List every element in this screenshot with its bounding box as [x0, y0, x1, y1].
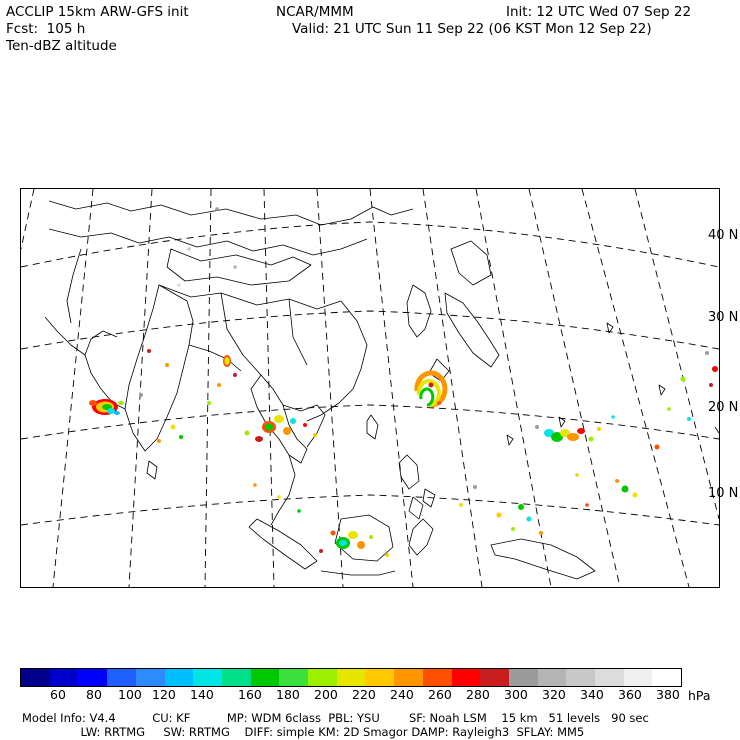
- model-init-title: ACCLIP 15km ARW-GFS init: [6, 4, 189, 20]
- field-name-text: Ten-dBZ altitude: [6, 38, 117, 54]
- map-panel: [20, 188, 720, 588]
- lat-tick-1: 30 N: [708, 310, 739, 325]
- colorbar: [20, 668, 682, 687]
- colorbar-tick-3: 120: [152, 687, 176, 702]
- colorbar-swatch-15: [452, 669, 481, 686]
- colorbar-tick-10: 260: [428, 687, 452, 702]
- colorbar-swatch-16: [480, 669, 509, 686]
- valid-time-text: Valid: 21 UTC Sun 11 Sep 22 (06 KST Mon 12 Sep 22): [292, 21, 652, 37]
- colorbar-tick-15: 360: [618, 687, 642, 702]
- graticule: [21, 189, 719, 587]
- colorbar-swatch-12: [365, 669, 394, 686]
- colorbar-swatch-20: [595, 669, 624, 686]
- colorbar-tick-16: 380: [656, 687, 680, 702]
- init-time-text: Init: 12 UTC Wed 07 Sep 22: [506, 4, 692, 20]
- colorbar-tick-14: 340: [580, 687, 604, 702]
- colorbar-tick-7: 200: [314, 687, 338, 702]
- colorbar-swatch-1: [50, 669, 79, 686]
- colorbar-swatch-7: [222, 669, 251, 686]
- model-info-line-2: LW: RRTMG SW: RRTMG DIFF: simple KM: 2D Smagor DAMP: Rayleigh3 SFLAY: MM5: [22, 725, 585, 739]
- colorbar-tick-1: 80: [86, 687, 102, 702]
- colorbar-swatch-9: [279, 669, 308, 686]
- forecast-hour-text: Fcst: 105 h: [6, 21, 86, 37]
- colorbar-unit-label: hPa: [688, 688, 711, 703]
- colorbar-tick-13: 320: [542, 687, 566, 702]
- colorbar-swatch-4: [136, 669, 165, 686]
- lat-tick-2: 20 N: [708, 400, 739, 415]
- echo-top-cells: [89, 207, 718, 557]
- colorbar-swatch-0: [21, 669, 50, 686]
- lat-tick-3: 10 N: [708, 486, 739, 501]
- colorbar-tick-5: 160: [238, 687, 262, 702]
- colorbar-tick-2: 100: [118, 687, 142, 702]
- colorbar-swatch-10: [308, 669, 337, 686]
- colorbar-swatch-5: [165, 669, 194, 686]
- colorbar-swatch-13: [394, 669, 423, 686]
- latitude-axis: [700, 188, 740, 588]
- colorbar-tick-8: 220: [352, 687, 376, 702]
- colorbar-panel: [20, 668, 720, 703]
- colorbar-tick-4: 140: [190, 687, 214, 702]
- model-info-line-1: Model Info: V4.4 CU: KF MP: WDM 6class PBL: YSU SF: Noah LSM 15 km 51 levels 90 sec: [22, 711, 649, 725]
- colorbar-swatch-14: [423, 669, 452, 686]
- colorbar-tick-labels: [20, 687, 720, 703]
- coastlines: [45, 201, 719, 579]
- colorbar-swatch-18: [538, 669, 567, 686]
- colorbar-swatch-8: [251, 669, 280, 686]
- map-canvas: [20, 188, 720, 588]
- colorbar-tick-9: 240: [390, 687, 414, 702]
- map-svg: [21, 189, 719, 587]
- colorbar-swatch-19: [566, 669, 595, 686]
- colorbar-swatch-3: [107, 669, 136, 686]
- institution-text: NCAR/MMM: [276, 4, 354, 20]
- colorbar-swatch-11: [337, 669, 366, 686]
- colorbar-tick-12: 300: [504, 687, 528, 702]
- colorbar-swatch-2: [78, 669, 107, 686]
- colorbar-swatch-17: [509, 669, 538, 686]
- colorbar-tick-11: 280: [466, 687, 490, 702]
- colorbar-tick-0: 60: [50, 687, 66, 702]
- colorbar-tick-6: 180: [276, 687, 300, 702]
- colorbar-swatch-6: [193, 669, 222, 686]
- lat-tick-0: 40 N: [708, 228, 739, 243]
- colorbar-swatch-21: [624, 669, 653, 686]
- colorbar-swatch-22: [652, 669, 681, 686]
